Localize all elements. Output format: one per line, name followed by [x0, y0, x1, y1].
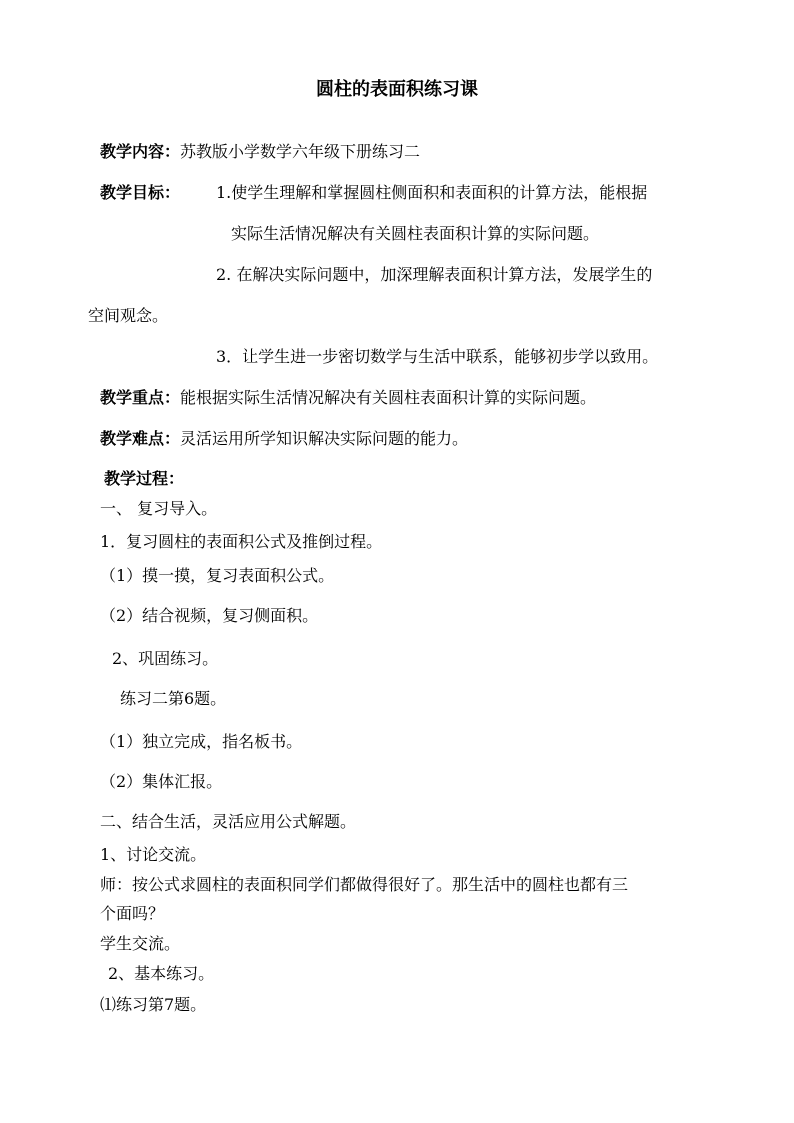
- key-point-row: [100, 388, 596, 408]
- objective-2-line-1: 2. 在解决实际问题中，加深理解表面积计算方法，发展学生的: [216, 265, 653, 284]
- objectives-label: [100, 183, 180, 203]
- process-line: （2）结合视频，复习侧面积。: [100, 606, 319, 625]
- key-point-label: 教学重点：: [100, 388, 181, 407]
- process-line: ⑴练习第7题。: [100, 995, 207, 1014]
- difficulty-row: [100, 429, 468, 449]
- process-line: 练习二第6题。: [120, 689, 227, 708]
- process-line: （1）摸一摸，复习表面积公式。: [100, 566, 335, 585]
- content-row: [100, 142, 420, 162]
- process-label: 教学过程：: [104, 469, 185, 488]
- content-label: 教学内容：: [100, 142, 181, 161]
- key-point-text: 能根据实际生活情况解决有关圆柱表面积计算的实际问题。: [180, 388, 597, 407]
- process-line: 1．复习圆柱的表面积公式及推倒过程。: [100, 532, 383, 551]
- process-line: （1）独立完成，指名板书。: [100, 732, 303, 751]
- process-line: 一、 复习导入。: [100, 499, 218, 518]
- difficulty-label: 教学难点：: [100, 429, 181, 448]
- objective-1-line-1: 1.使学生理解和掌握圆柱侧面积和表面积的计算方法，能根据: [216, 183, 648, 202]
- process-line: 二、结合生活，灵活应用公式解题。: [100, 812, 357, 831]
- process-line: 个面吗？: [100, 904, 165, 923]
- objective-2-line-2: 空间观念。: [88, 306, 169, 325]
- process-line: 师：按公式求圆柱的表面积同学们都做得很好了。那生活中的圆柱也都有三: [100, 875, 629, 894]
- process-line: 1、讨论交流。: [100, 845, 207, 864]
- objective-1-line-2: 实际生活情况解决有关圆柱表面积计算的实际问题。: [231, 224, 600, 243]
- process-line: 2、巩固练习。: [112, 649, 219, 668]
- objectives-label-text: 教学目标：: [100, 183, 181, 202]
- process-line: 2、基本练习。: [108, 964, 215, 983]
- page-title: 圆柱的表面积练习课: [316, 79, 478, 100]
- objective-3: 3．让学生进一步密切数学与生活中联系，能够初步学以致用。: [216, 347, 659, 366]
- process-line: 学生交流。: [100, 934, 181, 953]
- content-text: 苏教版小学数学六年级下册练习二: [180, 142, 421, 161]
- difficulty-text: 灵活运用所学知识解决实际问题的能力。: [180, 429, 469, 448]
- process-line: （2）集体汇报。: [100, 772, 223, 791]
